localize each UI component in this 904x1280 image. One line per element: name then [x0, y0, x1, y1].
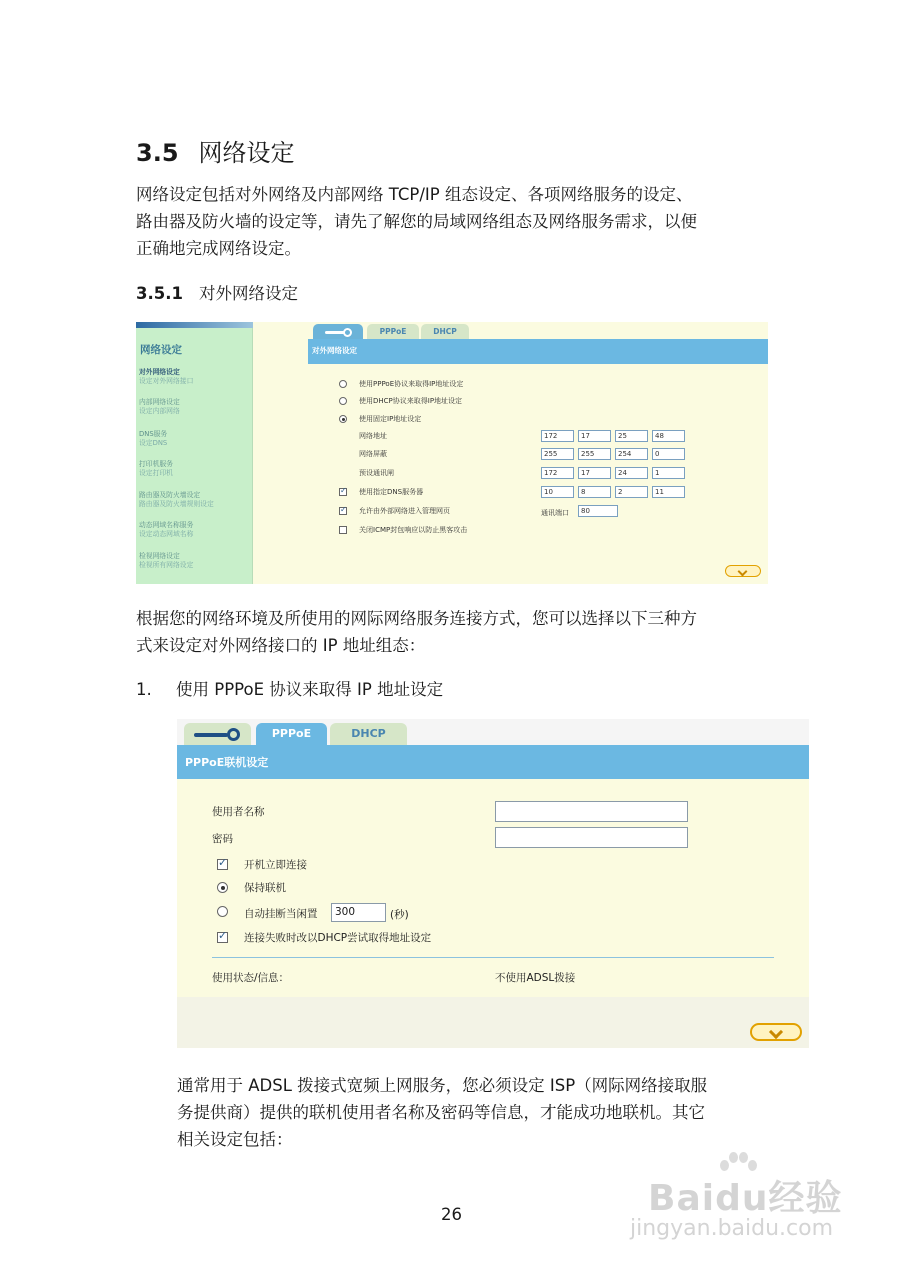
- gateway-octet-input[interactable]: 24: [615, 467, 648, 479]
- text-line: 根据您的网络环境及所使用的网际网络服务连接方式，您可以选择以下三种方: [136, 609, 697, 628]
- port-input[interactable]: 80: [578, 505, 618, 517]
- text-line: 务提供商）提供的联机使用者名称及密码等信息，才能成功地联机。其它: [177, 1103, 705, 1122]
- ip-address-label: 网络地址: [359, 432, 387, 440]
- sidebar-stripe: [136, 322, 253, 328]
- footer-area: [177, 997, 809, 1048]
- text-line: 路由器及防火墙的设定等，请先了解您的局域网络组态及网络服务需求，以便: [136, 212, 697, 231]
- section-number: 3.5: [136, 139, 179, 167]
- expand-chevron-button[interactable]: [725, 565, 761, 577]
- dns-octet-input[interactable]: 11: [652, 486, 685, 498]
- baidu-watermark: [618, 1150, 850, 1270]
- idle-unit-label: (秒): [390, 909, 409, 921]
- section-title: 网络设定: [198, 139, 295, 167]
- tab-pppoe[interactable]: PPPoE: [367, 324, 419, 339]
- dns-octet-input[interactable]: 2: [615, 486, 648, 498]
- section-bar: [308, 339, 768, 364]
- sidebar: [136, 322, 253, 584]
- dhcp-option-label: 使用DHCP协议来取得IP地址设定: [359, 397, 463, 405]
- sidebar-item-dns[interactable]: DNS服务 设定DNS: [139, 430, 168, 447]
- list-item-number: 1.: [136, 680, 152, 699]
- section-bar-title: PPPoE联机设定: [185, 756, 269, 769]
- connection-paragraph: [136, 605, 697, 659]
- sidebar-title: 网络设定: [140, 344, 182, 356]
- auto-disconnect-label: 自动挂断当闲置: [244, 908, 318, 920]
- port-label: 通讯端口: [541, 509, 569, 517]
- sidebar-item-external[interactable]: 对外网络设定 设定对外网络接口: [139, 368, 194, 385]
- remote-admin-label: 允许由外部网络进入管理网页: [359, 507, 450, 515]
- subsection-number: 3.5.1: [136, 284, 183, 303]
- fixed-ip-option-label: 使用固定IP地址设定: [359, 415, 422, 423]
- netmask-octet-input[interactable]: 254: [615, 448, 648, 460]
- text-line: 正确地完成网络设定。: [136, 239, 301, 258]
- dns-octet-input[interactable]: 8: [578, 486, 611, 498]
- password-input[interactable]: [495, 827, 688, 848]
- tab-bar: [177, 719, 809, 745]
- dhcp-fallback-label: 连接失败时改以DHCP尝试取得地址设定: [244, 932, 432, 944]
- pppoe-radio[interactable]: [339, 380, 347, 388]
- divider: [212, 957, 774, 958]
- fixed-ip-radio[interactable]: [339, 415, 347, 423]
- watermark-logo: Baidu经验: [648, 1178, 843, 1219]
- watermark-url: jingyan.baidu.com: [630, 1216, 834, 1241]
- adsl-paragraph: [177, 1072, 707, 1153]
- netmask-octet-input[interactable]: 0: [652, 448, 685, 460]
- tab-bar: [253, 322, 768, 339]
- wrench-icon: [194, 728, 242, 741]
- sidebar-item-view-settings[interactable]: 检视网络设定 检视所有网络设定: [139, 552, 194, 569]
- username-input[interactable]: [495, 801, 688, 822]
- dns-octet-input[interactable]: 10: [541, 486, 574, 498]
- ip-octet-input[interactable]: 172: [541, 430, 574, 442]
- sidebar-item-printer[interactable]: 打印机服务 设定打印机: [139, 460, 173, 477]
- external-network-screenshot: [136, 322, 768, 584]
- auto-disconnect-radio[interactable]: [217, 906, 228, 917]
- pppoe-option-label: 使用PPPoE协议来取得IP地址设定: [359, 380, 464, 388]
- sidebar-item-router-firewall[interactable]: 路由器及防火墙设定 路由器及防火墙规则设定: [139, 491, 214, 508]
- icmp-label: 关闭ICMP封包响应以防止黑客攻击: [359, 526, 468, 534]
- gateway-octet-input[interactable]: 172: [541, 467, 574, 479]
- ip-octet-input[interactable]: 17: [578, 430, 611, 442]
- icmp-checkbox[interactable]: [339, 526, 347, 534]
- pppoe-screenshot: [177, 719, 809, 1048]
- sidebar-item-internal[interactable]: 内部网络设定 设定内部网络: [139, 398, 180, 415]
- connect-on-boot-label: 开机立即连接: [244, 859, 307, 871]
- connect-on-boot-checkbox[interactable]: [217, 859, 228, 870]
- netmask-label: 网络屏蔽: [359, 450, 387, 458]
- wrench-icon: [325, 328, 353, 336]
- keep-alive-radio[interactable]: [217, 882, 228, 893]
- section-bar: [177, 745, 809, 779]
- status-value: 不使用ADSL拨接: [495, 972, 576, 984]
- tab-network[interactable]: [184, 723, 251, 745]
- text-line: 通常用于 ADSL 拨接式宽频上网服务，您必须设定 ISP（网际网络接取服: [177, 1076, 708, 1095]
- netmask-octet-input[interactable]: 255: [578, 448, 611, 460]
- password-label: 密码: [212, 833, 233, 845]
- username-label: 使用者名称: [212, 806, 265, 818]
- idle-time-input[interactable]: 300: [331, 903, 386, 922]
- gateway-octet-input[interactable]: 17: [578, 467, 611, 479]
- list-item: [136, 676, 443, 700]
- status-label: 使用状态/信息：: [212, 972, 290, 984]
- dns-label: 使用指定DNS服务器: [359, 488, 424, 496]
- text-line: 式来设定对外网络接口的 IP 地址组态：: [136, 636, 426, 655]
- tab-dhcp[interactable]: DHCP: [330, 723, 407, 745]
- page-number: 26: [441, 1205, 462, 1224]
- gateway-octet-input[interactable]: 1: [652, 467, 685, 479]
- sidebar-item-ddns[interactable]: 动态网域名称服务 设定动态网域名称: [139, 521, 194, 538]
- dhcp-radio[interactable]: [339, 397, 347, 405]
- expand-chevron-button[interactable]: [750, 1023, 802, 1041]
- gateway-label: 预设通讯闸: [359, 469, 394, 477]
- ip-octet-input[interactable]: 25: [615, 430, 648, 442]
- subsection-title: 对外网络设定: [198, 284, 298, 303]
- tab-dhcp[interactable]: DHCP: [421, 324, 469, 339]
- dhcp-fallback-checkbox[interactable]: [217, 932, 228, 943]
- dns-checkbox[interactable]: [339, 488, 347, 496]
- section-bar-title: 对外网络设定: [312, 346, 357, 355]
- subsection-heading: [136, 280, 298, 304]
- keep-alive-label: 保持联机: [244, 882, 286, 894]
- tab-pppoe[interactable]: PPPoE: [256, 723, 327, 745]
- section-heading: [136, 133, 295, 168]
- netmask-octet-input[interactable]: 255: [541, 448, 574, 460]
- text-line: 相关设定包括：: [177, 1130, 293, 1149]
- tab-network[interactable]: [313, 324, 363, 339]
- remote-admin-checkbox[interactable]: [339, 507, 347, 515]
- list-item-text: 使用 PPPoE 协议来取得 IP 地址设定: [176, 680, 444, 699]
- intro-paragraph: [136, 181, 697, 262]
- text-line: 网络设定包括对外网络及内部网络 TCP/IP 组态设定、各项网络服务的设定、: [136, 185, 693, 204]
- ip-octet-input[interactable]: 48: [652, 430, 685, 442]
